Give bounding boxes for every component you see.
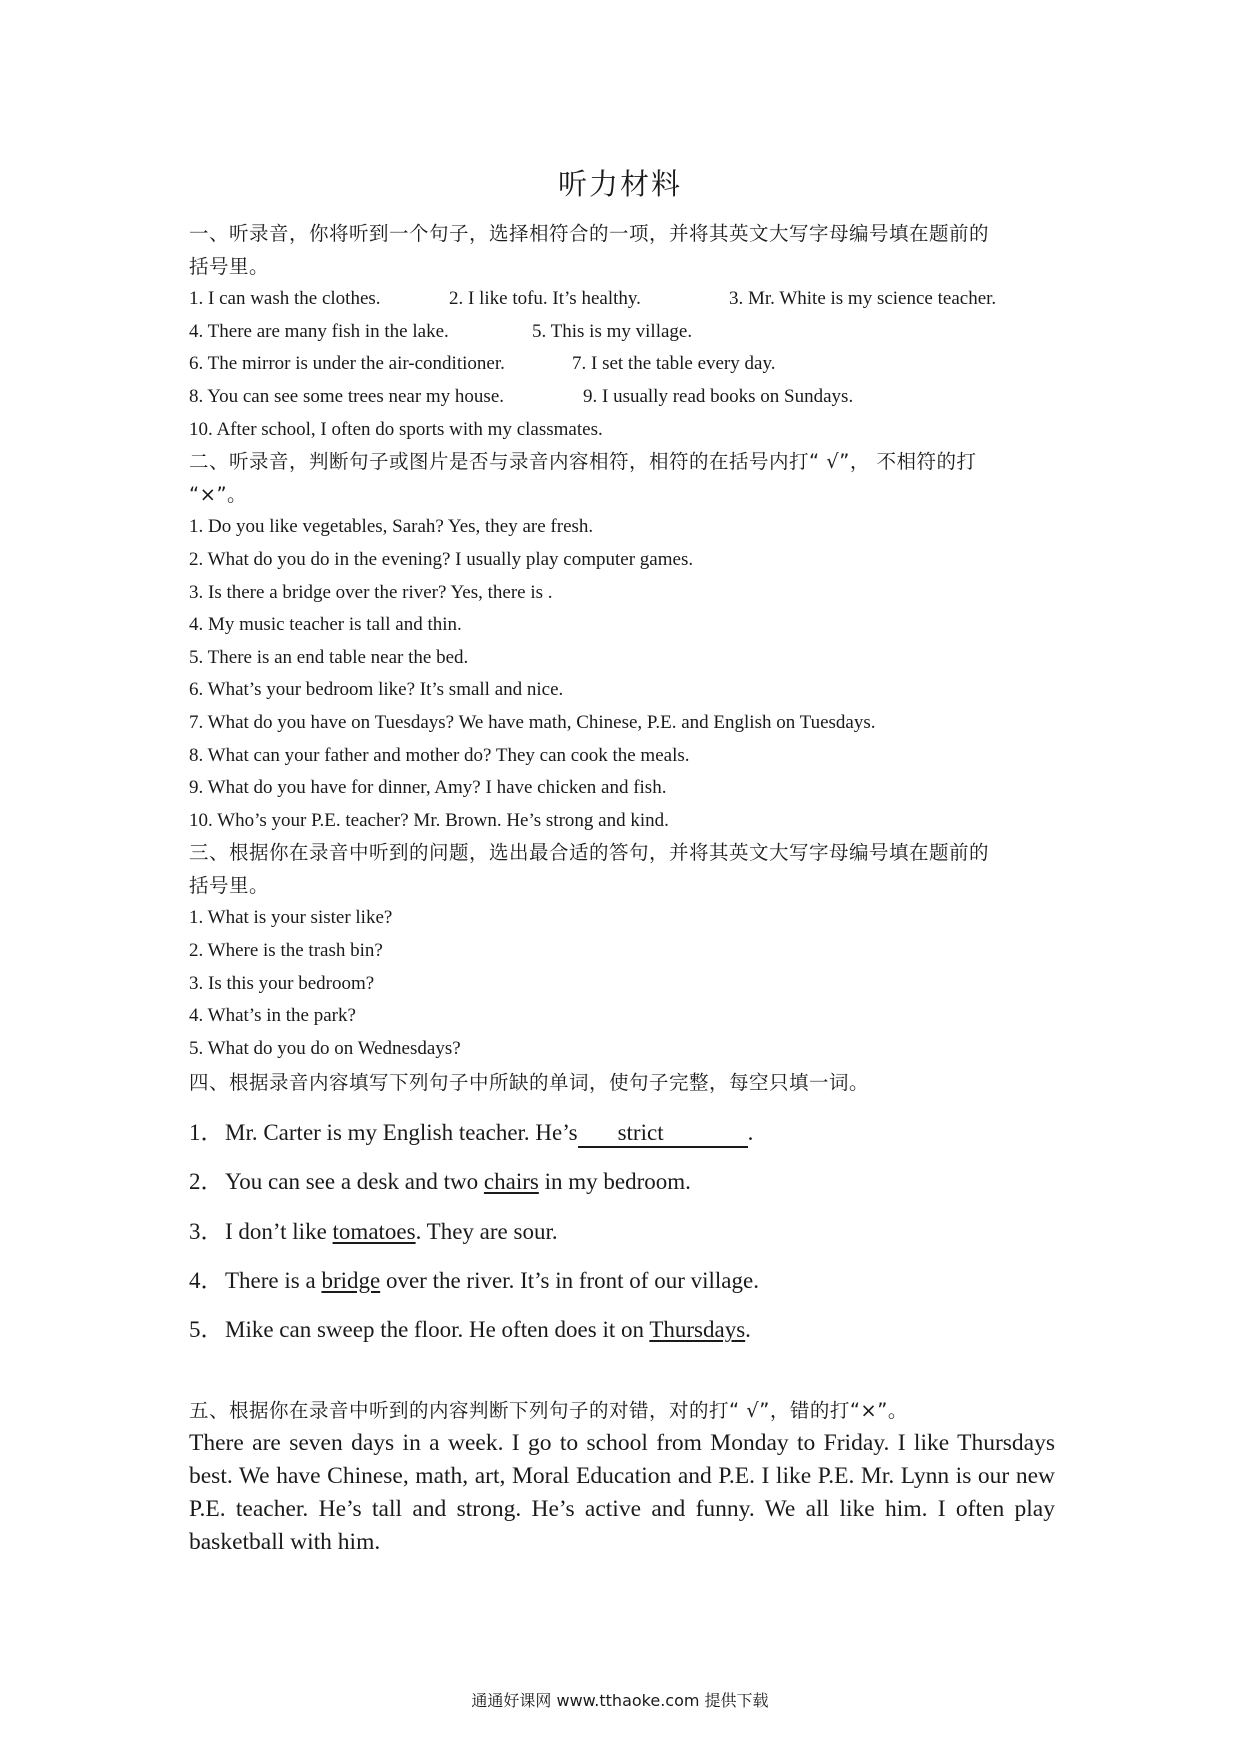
fill-in-item	[189, 1157, 1055, 1206]
page-footer: 通通好课网 www.tthaoke.com 提供下载	[471, 1691, 769, 1710]
item-text: .	[747, 1120, 754, 1146]
list-item: 5. What do you do on Wednesdays?	[189, 1037, 461, 1059]
list-item: 1. Do you like vegetables, Sarah? Yes, they are fresh.	[189, 516, 594, 538]
section-1-heading-cont: 括号里。	[189, 254, 270, 278]
list-item: 2. I like tofu. It’s healthy.	[449, 288, 641, 310]
list-item: 10. Who’s your P.E. teacher? Mr. Brown. He’s strong and kind.	[189, 809, 669, 831]
item-text: You can see a desk and two	[225, 1169, 484, 1195]
list-item: 9. I usually read books on Sundays.	[583, 385, 854, 407]
listening-passage: There are seven days in a week. I go to school from Monday to Friday. I like Thursdays best. We have Chinese, math, art, Moral Education and P.E. I like P.E. Mr. Lynn is our new P.E. teacher. He’s tall and strong. He’s active and funny. We all like him. I often play basketball with him.	[189, 1430, 1055, 1556]
item-number: 3．	[189, 1218, 224, 1244]
list-item: 5. There is an end table near the bed.	[189, 646, 469, 668]
list-item: 1. I can wash the clothes.	[189, 288, 381, 310]
section-1-row	[189, 283, 1055, 316]
section-1-row	[189, 381, 1055, 414]
section-3-heading: 三、根据你在录音中听到的问题，选出最合适的答句，并将其英文大写字母编号填在题前的	[189, 841, 990, 865]
section-4-heading: 四、根据录音内容填写下列句子中所缺的单词，使句子完整，每空只填一词。	[189, 1071, 870, 1095]
list-item: 6. The mirror is under the air-conditioner.	[189, 353, 505, 375]
item-text: . They are sour.	[415, 1218, 558, 1244]
answer-word: Thursdays	[649, 1317, 746, 1343]
item-text: Mr. Carter is my English teacher. He’s	[225, 1120, 578, 1146]
item-text: Mike can sweep the floor. He often does it on	[225, 1317, 650, 1343]
answer-blank: strict	[578, 1120, 748, 1148]
list-item: 1. What is your sister like?	[189, 907, 393, 929]
section-1-heading: 一、听录音，你将听到一个句子，选择相符合的一项，并将其英文大写字母编号填在题前的	[189, 222, 990, 245]
list-item: 7. What do you have on Tuesdays? We have math, Chinese, P.E. and English on Tuesdays.	[189, 711, 876, 733]
item-text: .	[745, 1317, 751, 1343]
answer-word: bridge	[321, 1267, 381, 1293]
list-item: 7. I set the table every day.	[572, 353, 776, 375]
list-item: 3. Is this your bedroom?	[189, 972, 375, 994]
item-number: 2．	[189, 1169, 224, 1195]
fill-in-item	[189, 1256, 1055, 1305]
list-item: 3. Mr. White is my science teacher.	[729, 288, 997, 310]
list-item: 10. After school, I often do sports with my classmates.	[189, 418, 603, 440]
page-title: 听力材料	[557, 167, 682, 201]
item-text: over the river. It’s in front of our village.	[380, 1267, 759, 1293]
answer-word: tomatoes	[332, 1218, 416, 1244]
list-item: 4. My music teacher is tall and thin.	[189, 614, 462, 636]
list-item: 4. What’s in the park?	[189, 1005, 356, 1027]
list-item: 4. There are many fish in the lake.	[189, 320, 449, 342]
item-text: I don’t like	[225, 1218, 333, 1244]
list-item: 9. What do you have for dinner, Amy? I have chicken and fish.	[189, 777, 667, 799]
item-text: in my bedroom.	[538, 1169, 691, 1195]
list-item: 6. What’s your bedroom like? It’s small and nice.	[189, 679, 564, 701]
list-item: 8. What can your father and mother do? They can cook the meals.	[189, 744, 690, 766]
fill-in-item	[189, 1305, 1055, 1354]
list-item: 8. You can see some trees near my house.	[189, 385, 505, 407]
section-2-heading: 二、听录音，判断句子或图片是否与录音内容相符，相符的在括号内打“ √”， 不相符的打	[189, 450, 977, 474]
list-item: 2. Where is the trash bin?	[189, 940, 383, 962]
item-number: 5．	[189, 1317, 224, 1343]
section-3-heading-cont: 括号里。	[189, 873, 270, 897]
section-1-row	[189, 316, 1055, 349]
fill-in-item	[189, 1108, 1055, 1157]
section-2-heading-cont: “×”。	[189, 482, 248, 506]
item-number: 4．	[189, 1267, 224, 1293]
section-5-heading: 五、根据你在录音中听到的内容判断下列句子的对错，对的打“ √”，错的打“×”。	[189, 1398, 908, 1422]
list-item: 3. Is there a bridge over the river? Yes, there is .	[189, 581, 553, 603]
fill-in-item	[189, 1207, 1055, 1256]
list-item: 2. What do you do in the evening? I usually play computer games.	[189, 548, 694, 570]
item-number: 1．	[189, 1120, 224, 1146]
item-text: There is a	[225, 1267, 322, 1293]
section-1-row	[189, 348, 1055, 381]
list-item: 5. This is my village.	[532, 320, 693, 342]
document-body	[189, 218, 1055, 1559]
answer-word: chairs	[483, 1169, 539, 1195]
